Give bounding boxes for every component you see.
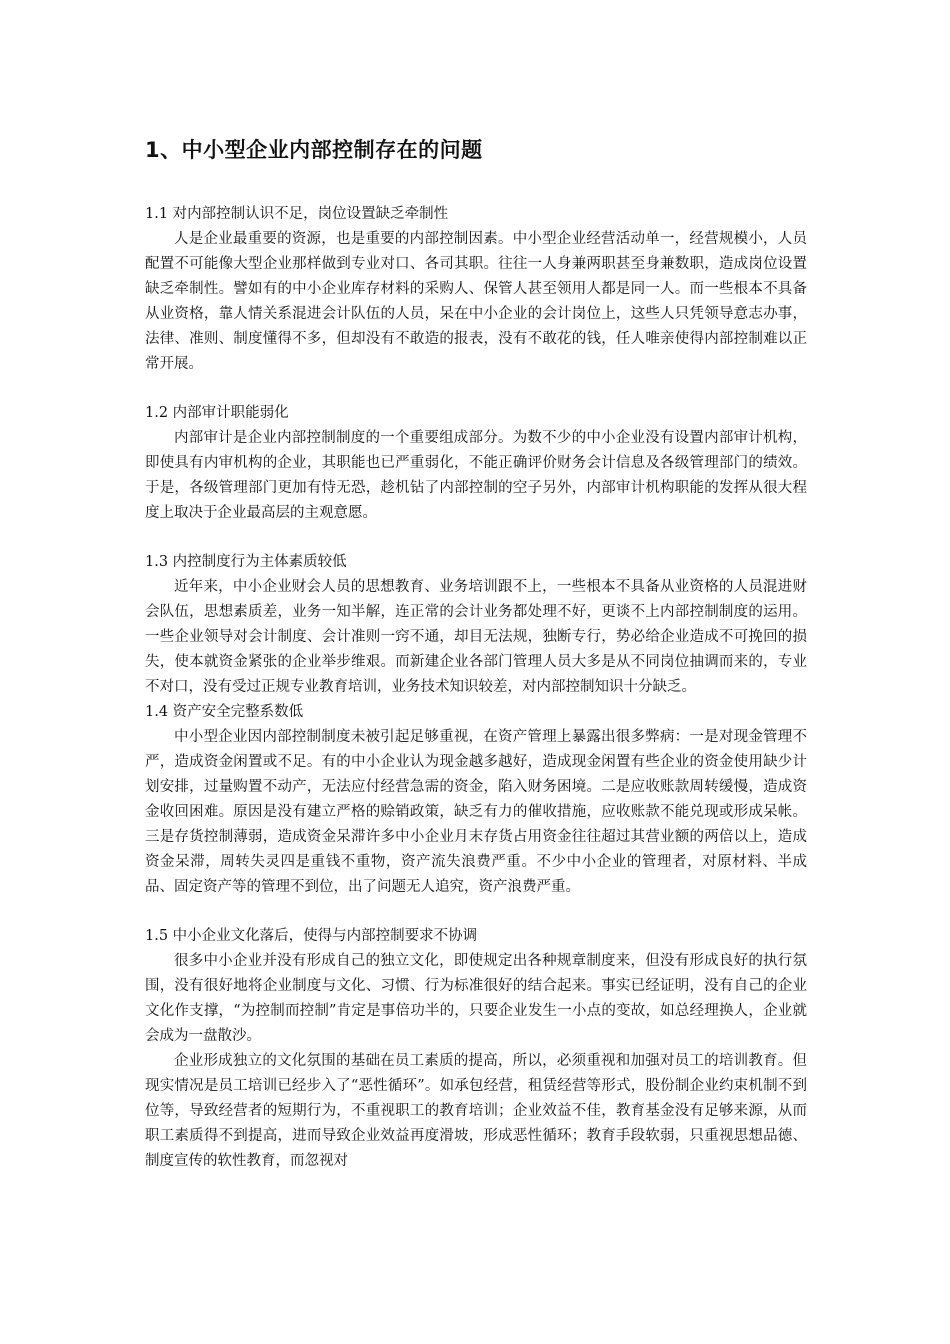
paragraph: 很多中小企业并没有形成自己的独立文化，即使规定出各种规章制度来，但没有形成良好的执行氛围，没有很好地将企业制度与文化、习惯、行为标准很好的结合起来。事实已经证明，没有自己的企业文化作支撑，“为控制而控制”肯定是事倍功半的，只要企业发生一小点的变故，如总经理换人，企业就会成为一盘散沙。 [145,953,807,1044]
paragraph: 人是企业最重要的资源，也是重要的内部控制因素。中小型企业经营活动单一，经营规模小，人员配置不可能像大型企业那样做到专业对口、各司其职。往往一人身兼两职甚至身兼数职，造成岗位设置缺乏牵制性。譬如有的中小企业库存材料的采购人、保管人甚至领用人都是同一人。而一些根本不具备从业资格，靠人情关系混进会计队伍的人员，呆在中小企业的会计岗位上，这些人只凭领导意志办事，法律、准则、制度懂得不多，但却没有不敢造的报表，没有不敢花的钱，任人唯亲使得内部控制难以正常开展。 [145,231,807,372]
paragraph: 近年来，中小企业财会人员的思想教育、业务培训跟不上，一些根本不具备从业资格的人员混进财会队伍，思想素质差，业务一知半解，连正常的会计业务都处理不好，更谈不上内部控制制度的运用。一些企业领导对会计制度、会计准则一窍不通，却目无法规，独断专行，势必给企业造成不可挽回的损失，使本就资金紧张的企业举步维艰。而新建企业各部门管理人员大多是从不同岗位抽调而来的，专业不对口，没有受过正规专业教育培训，业务技术知识较差，对内部控制知识十分缺乏。 [145,579,807,695]
spacer [145,377,807,401]
paragraph: 企业形成独立的文化氛围的基础在员工素质的提高，所以，必须重视和加强对员工的培训教育。但现实情况是员工培训已经步入了“恶性循环”。如承包经营，租赁经营等形式，股份制企业约束机制不到位等，导致经营者的短期行为，不重视职工的教育培训；企业效益不佳，教育基金没有足够来源，从而职工素质得不到提高，进而导致企业效益再度滑坡，形成恶性循环；教育手段软弱，只重视思想品德、制度宣传的软性教育，而忽视对 [145,1053,807,1169]
section-1-2 [145,401,807,526]
section-heading: 1.2 内部审计职能弱化 [145,405,289,421]
document-title: 1、中小型企业内部控制存在的问题 [145,138,483,162]
section-heading: 1.3 内控制度行为主体素质较低 [145,554,347,570]
section-1-5 [145,924,807,1174]
paragraph: 内部审计是企业内部控制制度的一个重要组成部分。为数不少的中小企业没有设置内部审计机构，即使具有内审机构的企业，其职能也已严重弱化，不能正确评价财务会计信息及各级管理部门的绩效。于是，各级管理部门更加有恃无恐，趁机钻了内部控制的空子另外，内部审计机构职能的发挥从很大程度上取决于企业最高层的主观意愿。 [145,430,807,521]
section-heading: 1.5 中小企业文化落后，使得与内部控制要求不协调 [145,928,478,944]
paragraph: 中小型企业因内部控制制度未被引起足够重视，在资产管理上暴露出很多弊病：一是对现金管理不严，造成资金闲置或不足。有的中小企业认为现金越多越好，造成现金闲置有些企业的资金使用缺少计划安排，过量购置不动产，无法应付经营急需的资金，陷入财务困境。二是应收账款周转缓慢，造成资金收回困难。原因是没有建立严格的赊销政策，缺乏有力的催收措施，应收账款不能兑现或形成呆帐。三是存货控制薄弱，造成资金呆滞许多中小企业月末存货占用资金往往超过其营业额的两倍以上，造成资金呆滞，周转失灵四是重钱不重物，资产流失浪费严重。不少中小企业的管理者，对原材料、半成品、固定资产等的管理不到位，出了问题无人追究，资产浪费严重。 [145,729,807,895]
document-body [145,132,807,1174]
section-1-1 [145,202,807,377]
spacer [145,526,807,550]
section-heading: 1.4 资产安全完整系数低 [145,704,304,720]
section-1-3 [145,550,807,700]
section-heading: 1.1 对内部控制认识不足，岗位设置缺乏牵制性 [145,206,449,222]
spacer [145,900,807,924]
section-1-4 [145,700,807,900]
